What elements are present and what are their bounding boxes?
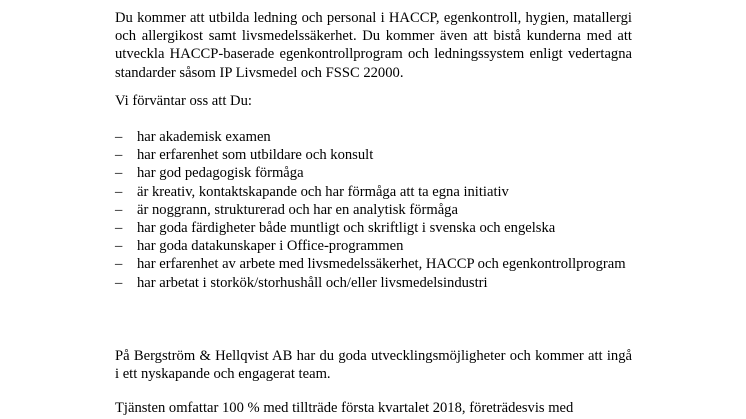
- list-item-text: är noggrann, strukturerad och har en analytisk förmåga: [137, 201, 458, 218]
- list-item: [115, 237, 635, 255]
- dash-bullet: –: [115, 201, 123, 218]
- list-item-text: har god pedagogisk förmåga: [137, 165, 304, 182]
- company-paragraph: På Bergström & Hellqvist AB har du goda utvecklingsmöjligheter och kommer att ingå i ett nyskapande och engagerat team.: [115, 348, 632, 383]
- list-item-text: har arbetat i storkök/storhushåll och/eller livsmedelsindustri: [137, 274, 488, 291]
- list-item: [115, 201, 635, 219]
- list-item: [115, 219, 635, 237]
- list-item-text: har akademisk examen: [137, 129, 271, 145]
- list-item: [115, 164, 635, 182]
- list-item: [115, 255, 635, 273]
- requirements-list: [115, 128, 635, 292]
- list-item: [115, 128, 635, 146]
- list-item-text: har goda färdigheter både muntligt och skriftligt i svenska och engelska: [137, 220, 556, 237]
- list-item-text: är kreativ, kontaktskapande och har förmåga att ta egna initiativ: [137, 183, 509, 200]
- dash-bullet: –: [115, 165, 123, 182]
- dash-bullet: –: [115, 129, 123, 145]
- dash-bullet: –: [115, 238, 123, 255]
- list-item: [115, 146, 635, 164]
- dash-bullet: –: [115, 256, 123, 273]
- dash-bullet: –: [115, 220, 123, 237]
- list-item-text: har erfarenhet som utbildare och konsult: [137, 147, 374, 164]
- position-paragraph: Tjänsten omfattar 100 % med tillträde första kvartalet 2018, företrädesvis med: [115, 400, 574, 416]
- list-item-text: har erfarenhet av arbete med livsmedelssäkerhet, HACCP och egenkontrollprogram: [137, 256, 626, 273]
- dash-bullet: –: [115, 274, 123, 291]
- dash-bullet: –: [115, 183, 123, 200]
- expectations-heading: Vi förväntar oss att Du:: [115, 93, 252, 109]
- list-item-text: har goda datakunskaper i Office-programmen: [137, 238, 404, 255]
- intro-paragraph: Du kommer att utbilda ledning och personal i HACCP, egenkontroll, hygien, matallergi och allergikost samt livsmedelssäkerhet. Du kommer även att bistå kunderna med att utveckla HACCP-baserade egenkontrollprogram och ledningssystem enligt vedertagna standarder såsom IP Livsmedel och FSSC 22000.: [115, 10, 632, 81]
- list-item: [115, 183, 635, 201]
- list-item: [115, 274, 635, 292]
- dash-bullet: –: [115, 147, 123, 164]
